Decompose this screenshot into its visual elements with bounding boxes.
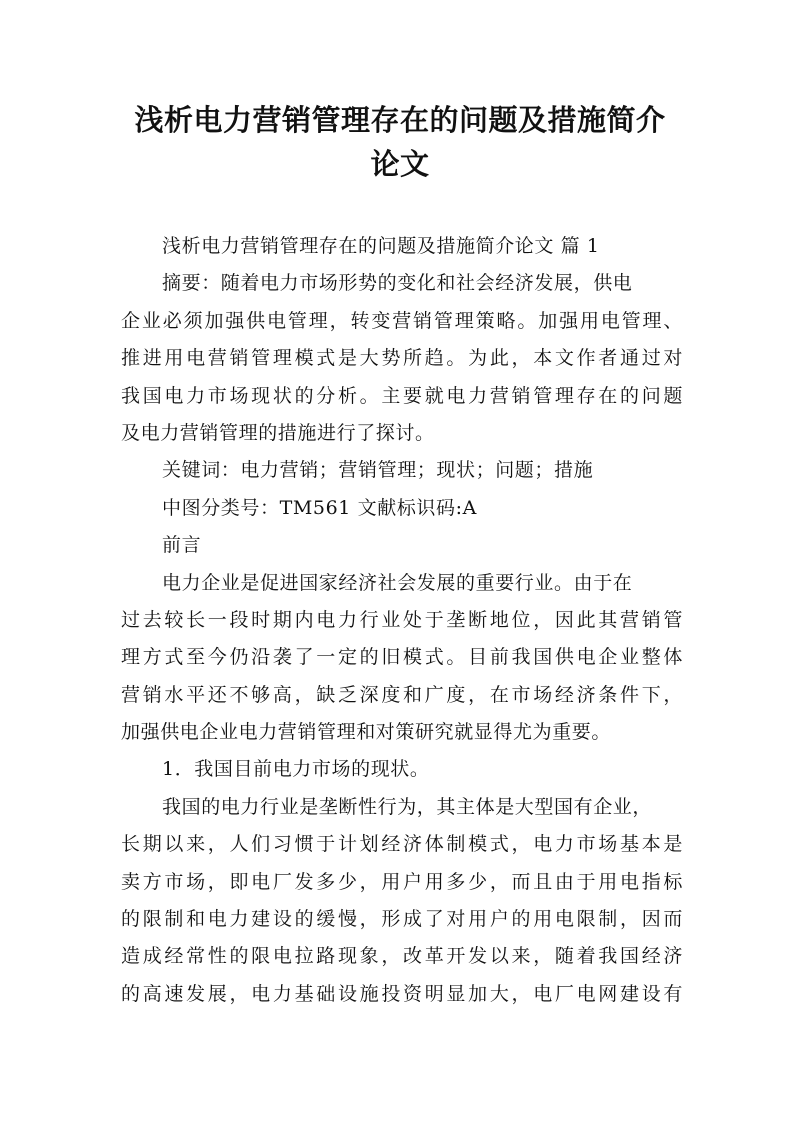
paragraph-line: 造成经常性的限电拉路现象，改革开发以来，随着我国经济 [121, 945, 683, 968]
paragraph-line: 卖方市场，即电厂发多少，用户用多少，而且由于用电指标 [121, 870, 683, 893]
paragraph-line: 营销水平还不够高，缺乏深度和广度，在市场经济条件下， [121, 683, 683, 706]
abstract-line: 及电力营销管理的措施进行了探讨。 [121, 421, 435, 444]
paragraph-line: 过去较长一段时期内电力行业处于垄断地位，因此其营销管 [121, 608, 683, 631]
section-heading: 前言 [162, 534, 202, 557]
paragraph-line: 的限制和电力建设的缓慢，形成了对用户的用电限制，因而 [121, 908, 683, 931]
abstract-line: 我国电力市场现状的分析。主要就电力营销管理存在的问题 [121, 384, 683, 407]
document-title-line-1: 浅析电力营销管理存在的问题及措施简介 [134, 103, 666, 137]
section-heading: 1．我国目前电力市场的现状。 [162, 758, 430, 781]
article-heading-line: 浅析电力营销管理存在的问题及措施简介论文 篇 1 [162, 235, 600, 257]
document-body [121, 228, 683, 1013]
keywords-line: 关键词：电力营销；营销管理；现状；问题；措施 [162, 459, 594, 482]
paragraph-line: 我国的电力行业是垄断性行为，其主体是大型国有企业， [162, 795, 653, 818]
paragraph-line: 理方式至今仍沿袭了一定的旧模式。目前我国供电企业整体 [121, 646, 683, 669]
document-title-line-2: 论文 [370, 147, 430, 181]
classification-line: 中图分类号：TM561 文献标识码:A [162, 496, 477, 519]
abstract-line: 企业必须加强供电管理，转变营销管理策略。加强用电管理、 [121, 309, 683, 332]
paragraph-line: 的高速发展，电力基础设施投资明显加大，电厂电网建设有 [121, 982, 683, 1005]
paragraph-line: 加强供电企业电力营销管理和对策研究就显得尤为重要。 [121, 721, 612, 744]
paragraph-line: 电力企业是促进国家经济社会发展的重要行业。由于在 [162, 571, 633, 594]
paragraph-line: 长期以来，人们习惯于计划经济体制模式，电力市场基本是 [121, 833, 683, 856]
abstract-line: 摘要：随着电力市场形势的变化和社会经济发展，供电 [162, 272, 633, 295]
abstract-line: 推进用电营销管理模式是大势所趋。为此，本文作者通过对 [121, 347, 683, 370]
